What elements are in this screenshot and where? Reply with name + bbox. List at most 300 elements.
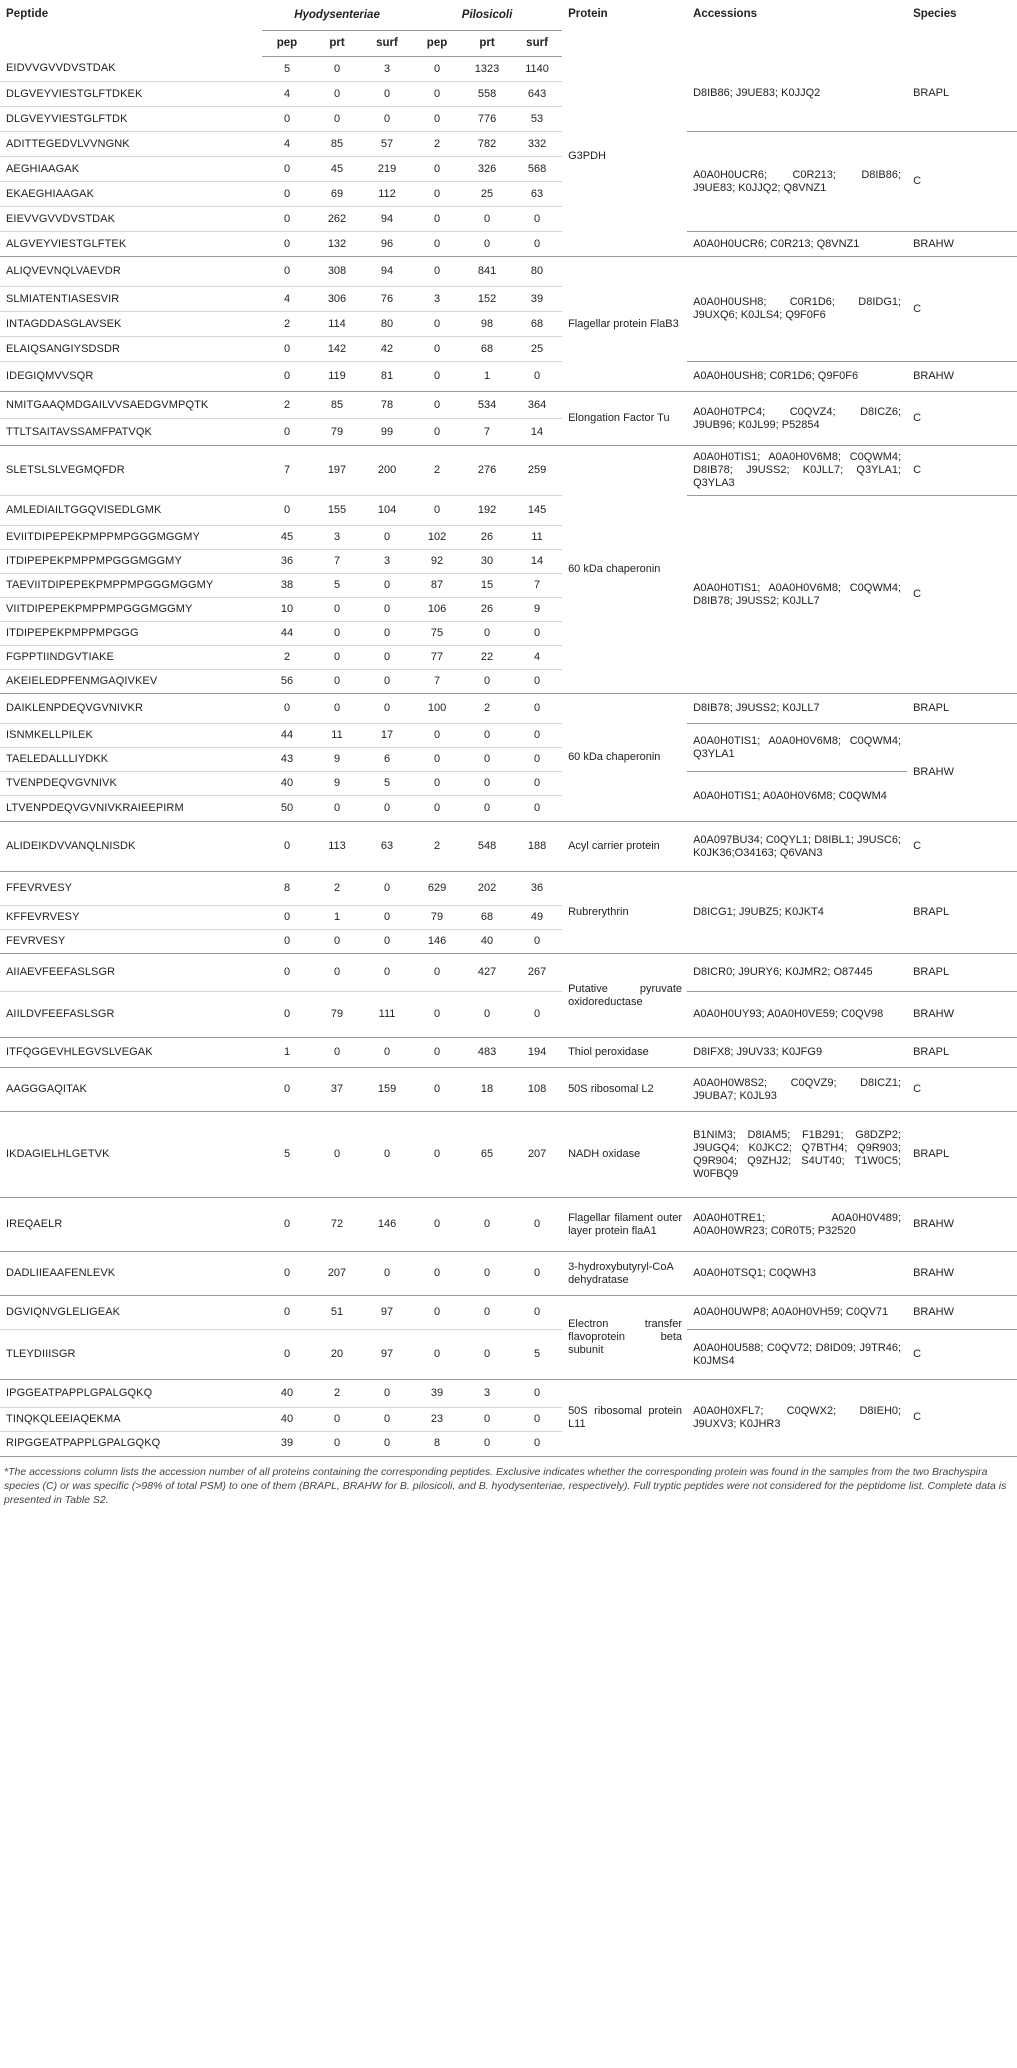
psm-count-pilo-pep: 0	[412, 257, 462, 287]
table-row	[0, 232, 1017, 257]
peptide-sequence: KFFEVRVESY	[0, 906, 262, 930]
accession-list: A0A0H0U588; C0QV72; D8ID09; J9TR46; K0JMS4	[687, 1330, 907, 1380]
protein-name: Thiol peroxidase	[562, 1038, 687, 1068]
col-header-species: Species	[913, 8, 957, 20]
psm-count-pilo-pep: 0	[412, 1330, 462, 1380]
protein-name: Flagellar protein FlaB3	[562, 257, 687, 392]
psm-count-pilo-pep: 0	[412, 772, 462, 796]
psm-count-hyo-pep: 0	[262, 1296, 312, 1330]
psm-count-hyo-surf: 112	[362, 182, 412, 207]
psm-count-hyo-surf: 146	[362, 1198, 412, 1252]
psm-count-pilo-prt: 0	[462, 670, 512, 694]
psm-count-pilo-surf: 0	[512, 362, 562, 392]
psm-count-hyo-surf: 6	[362, 748, 412, 772]
psm-count-pilo-pep: 0	[412, 82, 462, 107]
peptide-sequence: VIITDIPEPEKPMPPMPGGGMGGMY	[0, 598, 262, 622]
psm-count-pilo-pep: 0	[412, 392, 462, 419]
psm-count-hyo-prt: 51	[312, 1296, 362, 1330]
psm-count-pilo-surf: 568	[512, 157, 562, 182]
psm-count-hyo-prt: 2	[312, 1380, 362, 1408]
species-code: BRAPL	[907, 1112, 1017, 1198]
psm-count-pilo-surf: 0	[512, 622, 562, 646]
psm-count-hyo-prt: 262	[312, 207, 362, 232]
psm-count-pilo-surf: 0	[512, 930, 562, 954]
psm-count-pilo-prt: 548	[462, 822, 512, 872]
psm-count-hyo-prt: 11	[312, 724, 362, 748]
peptide-sequence: LTVENPDEQVGVNIVKRAIEEPIRM	[0, 796, 262, 822]
psm-count-pilo-prt: 0	[462, 622, 512, 646]
psm-count-pilo-surf: 11	[512, 526, 562, 550]
peptide-sequence: FFEVRVESY	[0, 872, 262, 906]
psm-count-pilo-prt: 427	[462, 954, 512, 992]
psm-count-hyo-prt: 37	[312, 1068, 362, 1112]
psm-count-pilo-pep: 87	[412, 574, 462, 598]
peptide-sequence: TINQKQLEEIAQEKMA	[0, 1408, 262, 1432]
psm-count-hyo-prt: 0	[312, 598, 362, 622]
psm-count-hyo-pep: 0	[262, 232, 312, 257]
psm-count-pilo-pep: 2	[412, 822, 462, 872]
psm-count-pilo-pep: 102	[412, 526, 462, 550]
psm-count-pilo-pep: 0	[412, 207, 462, 232]
psm-count-hyo-prt: 0	[312, 954, 362, 992]
psm-count-pilo-surf: 0	[512, 772, 562, 796]
table-row	[0, 362, 1017, 392]
psm-count-hyo-pep: 7	[262, 446, 312, 496]
psm-count-hyo-surf: 97	[362, 1296, 412, 1330]
psm-count-hyo-pep: 40	[262, 1380, 312, 1408]
psm-count-hyo-prt: 69	[312, 182, 362, 207]
psm-count-pilo-prt: 276	[462, 446, 512, 496]
table-row	[0, 57, 1017, 82]
psm-count-pilo-prt: 68	[462, 906, 512, 930]
psm-count-hyo-surf: 94	[362, 257, 412, 287]
table-row	[0, 1380, 1017, 1408]
protein-name: Elongation Factor Tu	[562, 392, 687, 446]
psm-count-hyo-pep: 0	[262, 419, 312, 446]
peptide-sequence: FGPPTIINDGVTIAKE	[0, 646, 262, 670]
psm-count-hyo-surf: 0	[362, 622, 412, 646]
protein-name: Flagellar filament outer layer protein flaA1	[562, 1198, 687, 1252]
psm-count-pilo-pep: 92	[412, 550, 462, 574]
psm-count-pilo-pep: 0	[412, 1112, 462, 1198]
accession-list: D8IB78; J9USS2; K0JLL7	[687, 694, 907, 724]
psm-count-pilo-pep: 100	[412, 694, 462, 724]
psm-count-hyo-pep: 0	[262, 257, 312, 287]
accession-list: A0A0H0TIS1; A0A0H0V6M8; C0QWM4	[687, 772, 907, 822]
psm-count-pilo-surf: 0	[512, 670, 562, 694]
psm-count-pilo-prt: 776	[462, 107, 512, 132]
psm-count-hyo-pep: 45	[262, 526, 312, 550]
table-row	[0, 1112, 1017, 1198]
psm-count-pilo-prt: 152	[462, 287, 512, 312]
peptide-sequence: IPGGEATPAPPLGPALGQKQ	[0, 1380, 262, 1408]
accession-list: A0A0H0TIS1; A0A0H0V6M8; C0QWM4; Q3YLA1	[687, 724, 907, 772]
col-header-prt: prt	[462, 31, 512, 57]
psm-count-hyo-pep: 0	[262, 182, 312, 207]
protein-name: Rubrerythrin	[562, 872, 687, 954]
table-row	[0, 496, 1017, 526]
col-header-pep: pep	[412, 31, 462, 57]
psm-count-pilo-pep: 0	[412, 362, 462, 392]
psm-count-hyo-pep: 5	[262, 1112, 312, 1198]
psm-count-pilo-prt: 534	[462, 392, 512, 419]
psm-count-pilo-prt: 68	[462, 337, 512, 362]
species-code: C	[907, 1380, 1017, 1456]
peptide-sequence: ADITTEGEDVLVVNGNK	[0, 132, 262, 157]
peptide-sequence: TLEYDIIISGR	[0, 1330, 262, 1380]
psm-count-hyo-pep: 2	[262, 646, 312, 670]
peptide-sequence: ITDIPEPEKPMPPMPGGGMGGMY	[0, 550, 262, 574]
peptide-sequence: NMITGAAQMDGAILVVSAEDGVMPQTK	[0, 392, 262, 419]
psm-count-pilo-surf: 7	[512, 574, 562, 598]
peptide-sequence: INTAGDDASGLAVSEK	[0, 312, 262, 337]
psm-count-pilo-prt: 2	[462, 694, 512, 724]
psm-count-hyo-surf: 0	[362, 670, 412, 694]
psm-count-pilo-surf: 0	[512, 992, 562, 1038]
psm-count-pilo-prt: 483	[462, 1038, 512, 1068]
psm-count-hyo-pep: 0	[262, 362, 312, 392]
species-code: C	[907, 496, 1017, 694]
psm-count-hyo-surf: 159	[362, 1068, 412, 1112]
psm-count-hyo-prt: 0	[312, 694, 362, 724]
psm-count-pilo-prt: 0	[462, 1252, 512, 1296]
peptide-sequence: EKAEGHIAAGAK	[0, 182, 262, 207]
col-header-hyodysenteriae: Hyodysenteriae	[262, 0, 412, 31]
psm-count-hyo-surf: 0	[362, 598, 412, 622]
psm-count-pilo-surf: 0	[512, 1252, 562, 1296]
accession-list: A0A0H0UCR6; C0R213; D8IB86; J9UE83; K0JJQ2; Q8VNZ1	[687, 132, 907, 232]
psm-count-hyo-pep: 2	[262, 392, 312, 419]
protein-name: Acyl carrier protein	[562, 822, 687, 872]
psm-count-pilo-surf: 0	[512, 796, 562, 822]
psm-count-pilo-surf: 194	[512, 1038, 562, 1068]
species-code: BRAPL	[913, 87, 950, 100]
peptide-sequence: SLMIATENTIASESVIR	[0, 287, 262, 312]
psm-count-hyo-pep: 0	[262, 107, 312, 132]
psm-count-pilo-pep: 0	[412, 157, 462, 182]
protein-name: 3-hydroxybutyryl-CoA dehydratase	[562, 1252, 687, 1296]
psm-count-pilo-surf: 49	[512, 906, 562, 930]
psm-count-pilo-prt: 0	[462, 1408, 512, 1432]
psm-count-hyo-prt: 7	[312, 550, 362, 574]
psm-count-pilo-surf: 0	[512, 232, 562, 257]
peptide-sequence: IREQAELR	[0, 1198, 262, 1252]
psm-count-hyo-surf: 0	[362, 82, 412, 107]
table-row	[0, 1068, 1017, 1112]
psm-count-pilo-pep: 0	[412, 182, 462, 207]
psm-count-pilo-prt: 0	[462, 1296, 512, 1330]
col-header-accessions: Accessions	[693, 8, 757, 20]
psm-count-pilo-prt: 26	[462, 526, 512, 550]
species-code: BRAPL	[907, 694, 1017, 724]
psm-count-pilo-pep: 0	[433, 62, 441, 75]
peptide-sequence: DLGVEYVIESTGLFTDK	[0, 107, 262, 132]
peptide-sequence: ELAIQSANGIYSDSDR	[0, 337, 262, 362]
psm-count-hyo-prt: 1	[312, 906, 362, 930]
psm-count-pilo-prt: 98	[462, 312, 512, 337]
psm-count-hyo-prt: 114	[312, 312, 362, 337]
peptide-sequence: EVIITDIPEPEKPMPPMPGGGMGGMY	[0, 526, 262, 550]
psm-count-pilo-prt: 65	[462, 1112, 512, 1198]
psm-count-hyo-prt: 9	[312, 772, 362, 796]
psm-count-pilo-prt: 0	[462, 207, 512, 232]
psm-count-hyo-surf: 200	[362, 446, 412, 496]
psm-count-pilo-pep: 75	[412, 622, 462, 646]
psm-count-hyo-pep: 0	[262, 954, 312, 992]
peptide-sequence: TAELEDALLLIYDKK	[0, 748, 262, 772]
table-row	[0, 1038, 1017, 1068]
table-row	[0, 1252, 1017, 1296]
table-row	[0, 446, 1017, 496]
psm-count-pilo-surf: 0	[512, 1296, 562, 1330]
psm-count-pilo-prt: 26	[462, 598, 512, 622]
psm-count-pilo-prt: 15	[462, 574, 512, 598]
psm-count-hyo-pep: 4	[262, 287, 312, 312]
psm-count-hyo-prt: 0	[312, 1112, 362, 1198]
psm-count-hyo-surf: 0	[362, 1432, 412, 1456]
accession-list: A0A0H0UWP8; A0A0H0VH59; C0QV71	[687, 1296, 907, 1330]
table-row	[0, 132, 1017, 157]
psm-count-pilo-prt: 0	[462, 748, 512, 772]
psm-count-pilo-pep: 0	[412, 748, 462, 772]
species-code: C	[907, 446, 1017, 496]
psm-count-hyo-pep: 56	[262, 670, 312, 694]
species-code: BRAPL	[907, 1038, 1017, 1068]
psm-count-pilo-prt: 0	[462, 232, 512, 257]
protein-name: 50S ribosomal protein L11	[562, 1380, 687, 1456]
psm-count-hyo-prt: 85	[312, 392, 362, 419]
col-header-pep: pep	[262, 31, 312, 57]
psm-count-hyo-prt: 0	[312, 1038, 362, 1068]
psm-count-pilo-pep: 0	[412, 419, 462, 446]
psm-count-pilo-surf: 145	[512, 496, 562, 526]
psm-count-hyo-pep: 0	[262, 1068, 312, 1112]
psm-count-pilo-pep: 0	[412, 1198, 462, 1252]
psm-count-pilo-surf: 68	[512, 312, 562, 337]
psm-count-pilo-surf: 188	[512, 822, 562, 872]
psm-count-pilo-surf: 53	[512, 107, 562, 132]
species-code: C	[907, 1068, 1017, 1112]
psm-count-pilo-surf: 0	[512, 748, 562, 772]
psm-count-hyo-surf: 17	[362, 724, 412, 748]
psm-count-hyo-surf: 5	[362, 772, 412, 796]
psm-count-hyo-prt: 3	[312, 526, 362, 550]
psm-count-hyo-pep: 0	[262, 992, 312, 1038]
psm-count-hyo-prt: 2	[312, 872, 362, 906]
psm-count-pilo-pep: 0	[412, 337, 462, 362]
psm-count-pilo-pep: 2	[412, 446, 462, 496]
psm-count-hyo-prt: 0	[312, 796, 362, 822]
table-row	[0, 1330, 1017, 1380]
psm-count-pilo-pep: 2	[412, 132, 462, 157]
psm-count-pilo-surf: 14	[512, 419, 562, 446]
psm-count-pilo-prt: 0	[462, 1432, 512, 1456]
protein-name: Electron transfer flavoprotein beta subunit	[562, 1296, 687, 1380]
species-code: BRAHW	[907, 1296, 1017, 1330]
col-header-protein: Protein	[568, 8, 608, 20]
psm-count-hyo-pep: 0	[262, 157, 312, 182]
species-code: BRAHW	[907, 362, 1017, 392]
accession-list: A0A0H0USH8; C0R1D6; Q9F0F6	[687, 362, 907, 392]
psm-count-hyo-surf: 94	[362, 207, 412, 232]
peptide-sequence: AEGHIAAGAK	[0, 157, 262, 182]
psm-count-pilo-surf: 108	[512, 1068, 562, 1112]
psm-count-hyo-surf: 0	[362, 1112, 412, 1198]
psm-count-pilo-pep: 0	[412, 496, 462, 526]
psm-count-pilo-pep: 79	[412, 906, 462, 930]
accession-list: A0A0H0TPC4; C0QVZ4; D8ICZ6; J9UB96; K0JL99; P52854	[687, 392, 907, 446]
psm-count-pilo-pep: 0	[412, 1252, 462, 1296]
species-code: BRAPL	[907, 872, 1017, 954]
psm-count-pilo-surf: 0	[512, 207, 562, 232]
psm-count-pilo-pep: 8	[412, 1432, 462, 1456]
species-code: BRAHW	[907, 232, 1017, 257]
psm-count-hyo-surf: 76	[362, 287, 412, 312]
psm-count-hyo-pep: 0	[262, 822, 312, 872]
psm-count-hyo-pep: 43	[262, 748, 312, 772]
psm-count-hyo-surf: 0	[362, 1038, 412, 1068]
psm-count-pilo-prt: 3	[462, 1380, 512, 1408]
accession-list: A0A0H0W8S2; C0QVZ9; D8ICZ1; J9UBA7; K0JL93	[687, 1068, 907, 1112]
peptide-sequence: DLGVEYVIESTGLFTDKEK	[0, 82, 262, 107]
psm-count-pilo-surf: 207	[512, 1112, 562, 1198]
peptide-sequence: SLETSLSLVEGMQFDR	[0, 446, 262, 496]
psm-count-pilo-prt: 841	[462, 257, 512, 287]
psm-count-pilo-prt: 558	[462, 82, 512, 107]
psm-count-hyo-surf: 57	[362, 132, 412, 157]
psm-count-pilo-pep: 0	[412, 724, 462, 748]
species-code: C	[907, 1330, 1017, 1380]
psm-count-hyo-prt: 0	[312, 930, 362, 954]
psm-count-hyo-pep: 2	[262, 312, 312, 337]
peptide-sequence: TTLTSAITAVSSAMFPATVQK	[0, 419, 262, 446]
psm-count-pilo-prt: 0	[462, 1330, 512, 1380]
peptide-sequence: EIEVVGVVDVSTDAK	[0, 207, 262, 232]
protein-name: 60 kDa chaperonin	[562, 446, 687, 694]
psm-count-hyo-surf: 78	[362, 392, 412, 419]
psm-count-hyo-prt: 72	[312, 1198, 362, 1252]
protein-name: NADH oxidase	[562, 1112, 687, 1198]
psm-count-hyo-pep: 50	[262, 796, 312, 822]
psm-count-hyo-surf: 3	[383, 62, 391, 75]
psm-count-hyo-prt: 79	[312, 992, 362, 1038]
peptide-sequence: EIDVVGVVDVSTDAK	[6, 62, 116, 75]
psm-count-pilo-prt: 0	[462, 1198, 512, 1252]
psm-count-pilo-pep: 0	[412, 232, 462, 257]
psm-count-pilo-pep: 39	[412, 1380, 462, 1408]
psm-count-hyo-surf: 0	[362, 796, 412, 822]
psm-count-hyo-surf: 0	[362, 906, 412, 930]
accession-list: D8IFX8; J9UV33; K0JFG9	[687, 1038, 907, 1068]
psm-count-hyo-surf: 219	[362, 157, 412, 182]
accession-list: A0A0H0UY93; A0A0H0VE59; C0QV98	[687, 992, 907, 1038]
psm-count-hyo-prt: 306	[312, 287, 362, 312]
psm-count-pilo-pep: 146	[412, 930, 462, 954]
psm-count-hyo-pep: 0	[262, 906, 312, 930]
psm-count-pilo-prt: 40	[462, 930, 512, 954]
psm-count-pilo-prt: 1	[462, 362, 512, 392]
species-code: BRAHW	[907, 992, 1017, 1038]
psm-count-hyo-surf: 0	[362, 646, 412, 670]
psm-count-pilo-surf: 36	[512, 872, 562, 906]
psm-count-pilo-surf: 267	[512, 954, 562, 992]
psm-count-pilo-surf: 4	[512, 646, 562, 670]
psm-count-pilo-pep: 3	[412, 287, 462, 312]
psm-count-hyo-pep: 44	[262, 622, 312, 646]
protein-name: Putative pyruvate oxidoreductase	[562, 954, 687, 1038]
psm-count-hyo-pep: 1	[262, 1038, 312, 1068]
accession-list: A0A0H0TSQ1; C0QWH3	[687, 1252, 907, 1296]
psm-count-hyo-prt: 0	[333, 62, 341, 75]
psm-count-hyo-prt: 20	[312, 1330, 362, 1380]
psm-count-hyo-prt: 308	[312, 257, 362, 287]
peptide-sequence: ITFQGGEVHLEGVSLVEGAK	[0, 1038, 262, 1068]
psm-count-pilo-prt: 7	[462, 419, 512, 446]
psm-count-pilo-pep: 77	[412, 646, 462, 670]
accession-list: A0A0H0TRE1; A0A0H0V489; A0A0H0WR23; C0R0T5; P32520	[687, 1198, 907, 1252]
psm-count-hyo-prt: 9	[312, 748, 362, 772]
psm-count-hyo-pep: 4	[262, 132, 312, 157]
accession-list: A0A0H0TIS1; A0A0H0V6M8; C0QWM4; D8IB78; J9USS2; K0JLL7; Q3YLA1; Q3YLA3	[687, 446, 907, 496]
psm-count-hyo-pep: 0	[262, 337, 312, 362]
psm-count-hyo-prt: 197	[312, 446, 362, 496]
psm-count-pilo-surf: 364	[512, 392, 562, 419]
psm-count-hyo-pep: 0	[262, 694, 312, 724]
psm-count-pilo-surf: 0	[512, 1198, 562, 1252]
species-code: C	[907, 132, 1017, 232]
psm-count-hyo-prt: 113	[312, 822, 362, 872]
peptide-sequence: AAGGGAQITAK	[0, 1068, 262, 1112]
psm-count-hyo-surf: 0	[362, 872, 412, 906]
table-row	[0, 772, 1017, 796]
psm-count-hyo-surf: 0	[362, 574, 412, 598]
psm-count-pilo-surf: 0	[512, 1380, 562, 1408]
peptide-sequence: IKDAGIELHLGETVK	[0, 1112, 262, 1198]
psm-count-pilo-prt: 0	[462, 796, 512, 822]
psm-count-hyo-surf: 0	[362, 107, 412, 132]
peptide-sequence: RIPGGEATPAPPLGPALGQKQ	[0, 1432, 262, 1456]
psm-count-pilo-pep: 23	[412, 1408, 462, 1432]
peptide-sequence: AIIAEVFEEFASLSGR	[0, 954, 262, 992]
psm-count-hyo-pep: 0	[262, 1198, 312, 1252]
psm-count-pilo-prt: 25	[462, 182, 512, 207]
psm-count-pilo-prt: 30	[462, 550, 512, 574]
peptide-sequence: DAIKLENPDEQVGVNIVKR	[0, 694, 262, 724]
psm-count-pilo-pep: 0	[412, 992, 462, 1038]
peptide-sequence: AKEIELEDPFENMGAQIVKEV	[0, 670, 262, 694]
peptide-sequence: ALIQVEVNQLVAEVDR	[0, 257, 262, 287]
psm-count-hyo-pep: 0	[262, 930, 312, 954]
psm-count-hyo-pep: 0	[262, 1252, 312, 1296]
peptide-sequence: ISNMKELLPILEK	[0, 724, 262, 748]
psm-count-hyo-prt: 0	[312, 646, 362, 670]
psm-count-pilo-pep: 106	[412, 598, 462, 622]
accession-list: A0A0H0XFL7; C0QWX2; D8IEH0; J9UXV3; K0JHR3	[687, 1380, 907, 1456]
species-code: BRAHW	[907, 1252, 1017, 1296]
psm-count-pilo-surf: 643	[512, 82, 562, 107]
species-code: C	[907, 392, 1017, 446]
psm-count-pilo-prt: 202	[462, 872, 512, 906]
peptide-sequence: DGVIQNVGLELIGEAK	[0, 1296, 262, 1330]
protein-name: 50S ribosomal L2	[562, 1068, 687, 1112]
psm-count-hyo-surf: 111	[362, 992, 412, 1038]
table-row	[0, 724, 1017, 748]
psm-count-hyo-surf: 0	[362, 1252, 412, 1296]
accession-list: D8ICR0; J9URY6; K0JMR2; O87445	[687, 954, 907, 992]
psm-count-hyo-prt: 0	[312, 107, 362, 132]
accession-list: B1NIM3; D8IAM5; F1B291; G8DZP2; J9UGQ4; K0JKC2; Q7BTH4; Q9R903; Q9R904; Q9ZHJ2; S4UT40; T1W0C5; W0FBQ9	[687, 1112, 907, 1198]
species-code: BRAPL	[907, 954, 1017, 992]
